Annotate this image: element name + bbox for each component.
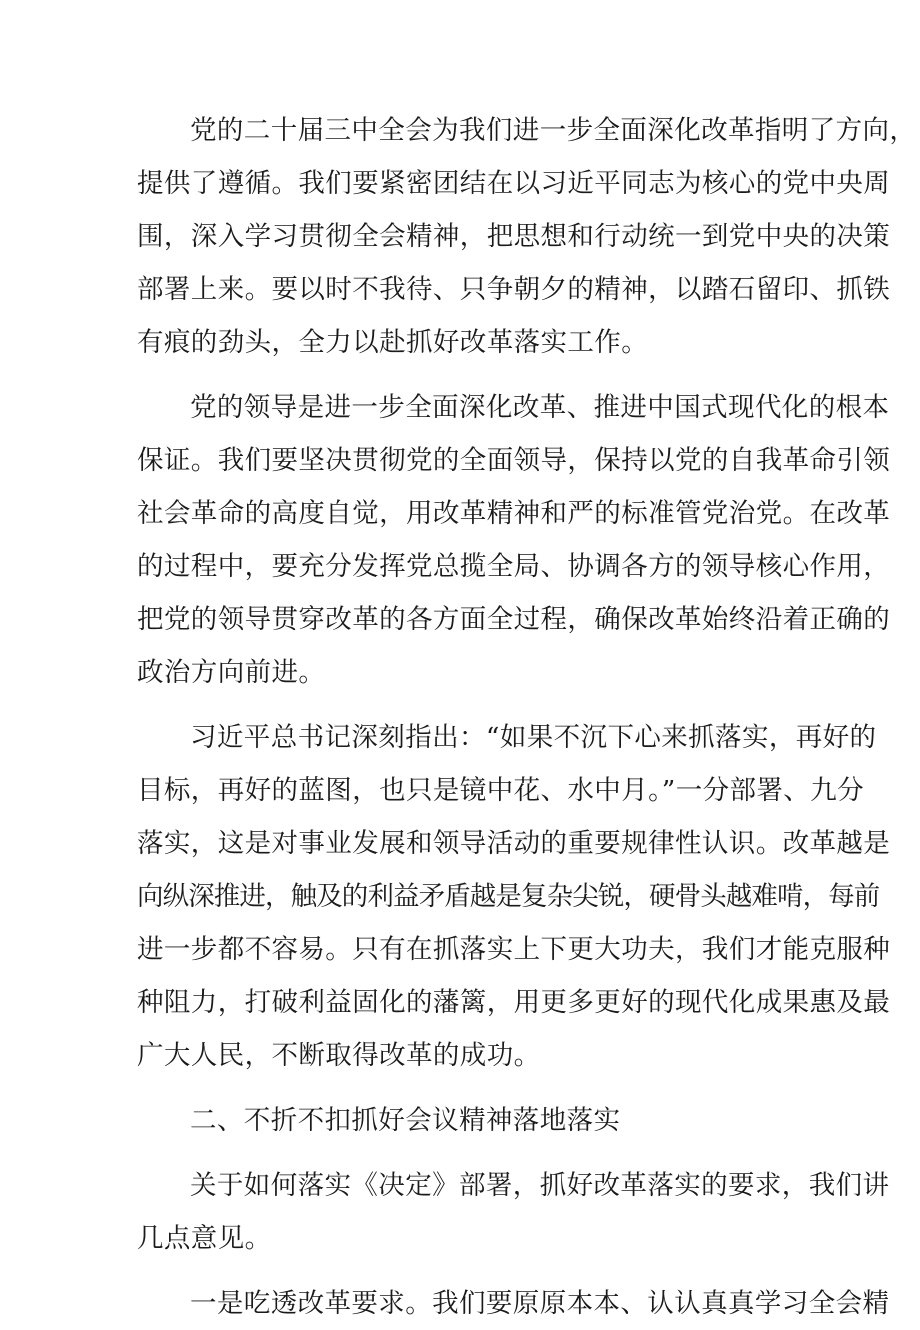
text-line: 关于如何落实《决定》部署，抓好改革落实的要求，我们讲: [190, 1170, 890, 1201]
document-page: [137, 104, 917, 1330]
text-line: 习近平总书记深刻指出：“如果不沉下心来抓落实，再好的: [190, 722, 877, 753]
paragraph-5: [137, 1277, 890, 1330]
paragraph-2: [137, 381, 891, 699]
text-line: 落实，这是对事业发展和领导活动的重要规律性认识。改革越是: [137, 828, 891, 859]
section-heading: [137, 1094, 789, 1147]
text-line: 进一步都不容易。只有在抓落实上下更大功夫，我们才能克服种: [137, 934, 891, 965]
text-line: 目标，再好的蓝图，也只是镜中花、水中月。”一分部署、九分: [137, 775, 864, 806]
text-line: 社会革命的高度自觉，用改革精神和严的标准管党治党。在改革: [137, 498, 891, 529]
text-line: 党的二十届三中全会为我们进一步全面深化改革指明了方向，: [190, 115, 917, 146]
text-line: 提供了遵循。我们要紧密团结在以习近平同志为核心的党中央周: [137, 168, 891, 199]
paragraph-3: [137, 711, 891, 1082]
text-line: 政治方向前进。: [137, 657, 326, 688]
text-line: 围，深入学习贯彻全会精神，把思想和行动统一到党中央的决策: [137, 221, 891, 252]
text-line: 部署上来。要以时不我待、只争朝夕的精神，以踏石留印、抓铁: [137, 274, 891, 305]
text-line: 几点意见。: [137, 1223, 272, 1254]
text-line: 把党的领导贯穿改革的各方面全过程，确保改革始终沿着正确的: [137, 604, 891, 635]
text-line: 有痕的劲头，全力以赴抓好改革落实工作。: [137, 327, 649, 358]
text-line: 一是吃透改革要求。我们要原原本本、认认真真学习全会精: [190, 1288, 890, 1319]
text-line: 二、不折不扣抓好会议精神落地落实: [190, 1105, 621, 1136]
text-line: 党的领导是进一步全面深化改革、推进中国式现代化的根本: [190, 392, 890, 423]
text-line: 向纵深推进，触及的利益矛盾越是复杂尖锐，硬骨头越难啃，每前: [137, 881, 880, 912]
text-line: 种阻力，打破利益固化的藩篱，用更多更好的现代化成果惠及最: [137, 987, 891, 1018]
paragraph-1: [137, 104, 917, 369]
paragraph-4: [137, 1159, 890, 1265]
text-line: 的过程中，要充分发挥党总揽全局、协调各方的领导核心作用，: [137, 551, 891, 582]
text-line: 保证。我们要坚决贯彻党的全面领导，保持以党的自我革命引领: [137, 445, 891, 476]
text-line: 广大人民，不断取得改革的成功。: [137, 1040, 541, 1071]
